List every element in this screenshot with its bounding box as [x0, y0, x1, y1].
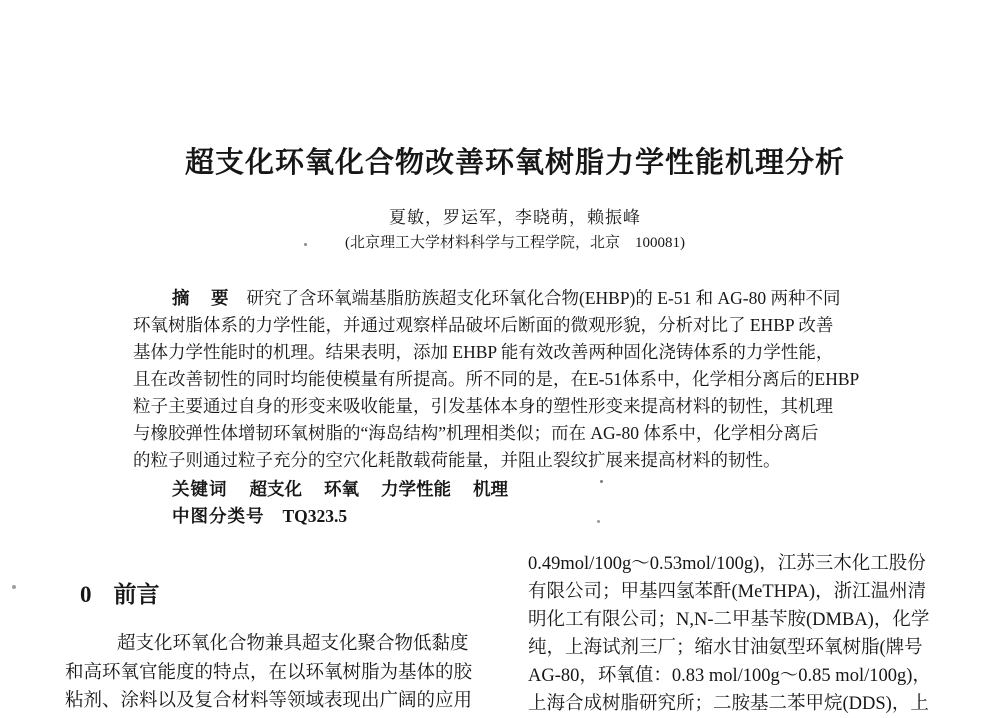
- scan-speck: [304, 243, 307, 246]
- abstract-line: 的粒子则通过粒子充分的空穴化耗散载荷能量，并阻止裂纹扩展来提高材料的韧性。: [133, 450, 781, 470]
- intro-paragraph: [65, 630, 497, 716]
- abstract-line: 且在改善韧性的同时均能使模量有所提高。所不同的是，在E-51体系中，化学相分离后的EHBP: [133, 369, 860, 389]
- affiliation-line: (北京理工大学材料科学与工程学院，北京 100081): [345, 235, 685, 251]
- right-column-line: 0.49mol/100g～0.53mol/100g)，江苏三木化工股份: [528, 554, 926, 574]
- page-title: 超支化环氧化合物改善环氧树脂力学性能机理分析: [184, 147, 845, 179]
- intro-line: 粘剂、涂料以及复合材料等领域表现出广阔的应用: [65, 691, 473, 711]
- keywords-line: [172, 476, 530, 501]
- clc-label: 中图分类号: [172, 506, 265, 526]
- right-column-line: AG-80，环氧值：0.83 mol/100g～0.85 mol/100g)，: [528, 666, 931, 686]
- clc-line: [172, 503, 347, 528]
- keyword-item: 机理: [473, 479, 508, 499]
- keyword-item: 超支化: [249, 479, 302, 499]
- abstract-line: 基体力学性能时的机理。结果表明，添加 EHBP 能有效改善两种固化浇铸体系的力学性能，: [133, 342, 834, 362]
- right-column-line: 上海合成树脂研究所；二胺基二苯甲烷(DDS)，上: [528, 694, 929, 714]
- materials-paragraph: [528, 550, 968, 718]
- abstract-line: 粒子主要通过自身的形变来吸收能量，引发基体本身的塑性形变来提高材料的韧性，其机理: [133, 396, 833, 416]
- right-column-line: 纯，上海试剂三厂；缩水甘油氨型环氧树脂(牌号: [528, 638, 923, 658]
- right-column-line: 明化工有限公司；N,N-二甲基苄胺(DMBA)，化学: [528, 610, 930, 630]
- clc-value: TQ323.5: [282, 506, 348, 526]
- authors-line: 夏敏，罗运军，李晓萌，赖振峰: [389, 208, 641, 227]
- keywords-label: 关键词: [172, 479, 228, 499]
- abstract-label: 摘 要: [172, 288, 231, 308]
- section-heading-intro: [80, 576, 160, 609]
- abstract-line: [133, 285, 889, 312]
- intro-line: 和高环氧官能度的特点，在以环氧树脂为基体的胶: [65, 662, 473, 683]
- abstract-block: [133, 285, 889, 474]
- section-number: 0: [80, 582, 92, 607]
- right-column-line: 有限公司；甲基四氢苯酐(MeTHPA)，浙江温州清: [528, 582, 927, 602]
- scan-speck: [12, 585, 16, 589]
- keyword-item: 力学性能: [381, 479, 451, 499]
- scan-speck: [597, 520, 600, 523]
- section-title: 前言: [113, 582, 160, 607]
- intro-line: 超支化环氧化合物兼具超支化聚合物低黏度: [117, 634, 469, 654]
- abstract-line: 环氧树脂体系的力学性能，并通过观察样品破坏后断面的微观形貌，分析对比了 EHBP 改善: [133, 315, 834, 335]
- abstract-line: 与橡胶弹性体增韧环氧树脂的“海岛结构”机理相类似；而在 AG-80 体系中，化学相分离后: [133, 423, 819, 443]
- keyword-item: 环氧: [324, 479, 359, 499]
- scan-speck: [600, 480, 603, 483]
- abstract-text: 研究了含环氧端基脂肪族超支化环氧化合物(EHBP)的 E-51 和 AG-80 两种不同: [246, 288, 841, 308]
